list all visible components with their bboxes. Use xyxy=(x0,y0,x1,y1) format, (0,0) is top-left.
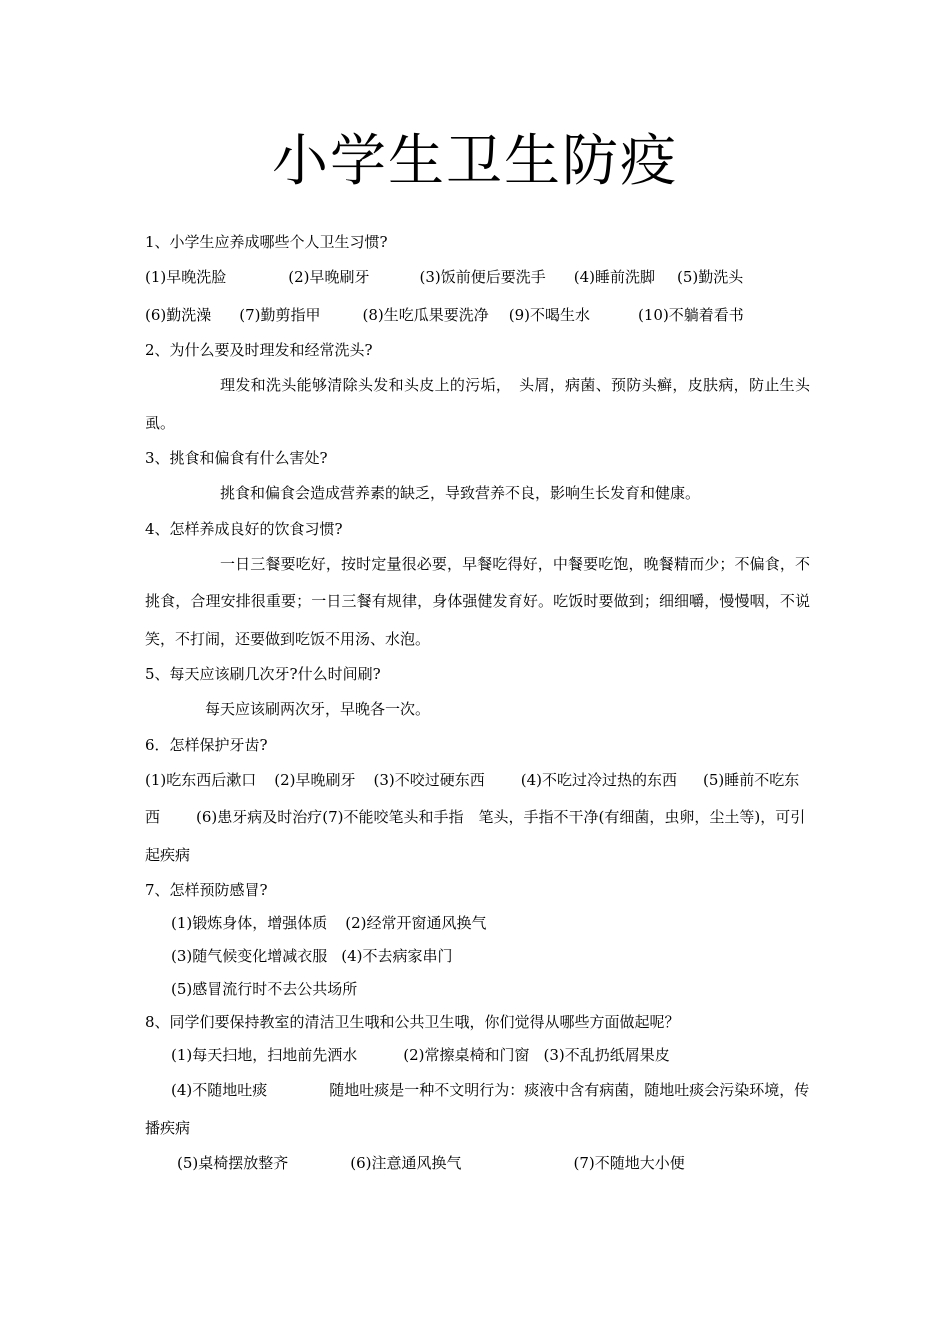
list-item: 随地吐痰是一种不文明行为：痰液中含有病菌，随地吐痰会污染环境，传播疾病 xyxy=(145,1081,810,1137)
answer-8-row-2 xyxy=(145,1072,810,1147)
answer-8-row-3 xyxy=(145,1147,810,1180)
question-7: 7、怎样预防感冒? xyxy=(145,881,268,899)
list-item: (10)不躺着看书 xyxy=(638,305,744,324)
list-item: (5)勤洗头 xyxy=(677,268,744,286)
answer-7-row-2 xyxy=(145,940,810,973)
list-item: (3)不咬过硬东西 xyxy=(373,770,485,789)
list-item: (3)不乱扔纸屑果皮 xyxy=(543,1046,670,1064)
answer-2: 理发和洗头能够清除头发和头皮上的污垢， 头屑，病菌、预防头癣，皮肤病，防止生头虱。 xyxy=(145,376,810,432)
list-item: (4)不吃过冷过热的东西 xyxy=(520,770,677,789)
list-item: (8)生吃瓜果要洗净 xyxy=(362,305,489,324)
list-item: (7)不能咬笔头和手指 笔头，手指不干净(有细菌，虫卵，尘土等)，可引起疾病 xyxy=(145,808,806,864)
question-1: 1、小学生应养成哪些个人卫生习惯? xyxy=(145,233,388,251)
question-4: 4、怎样养成良好的饮食习惯? xyxy=(145,519,343,538)
question-6: 6．怎样保护牙齿? xyxy=(145,735,268,754)
document-title: 小学生卫生防疫 xyxy=(272,129,678,194)
list-item: (5)睡前不吃东西 xyxy=(145,770,800,826)
list-item: (2)早晚刷牙 xyxy=(288,268,370,286)
list-item: (6)勤洗澡 xyxy=(145,305,212,324)
list-item: (2)经常开窗通风换气 xyxy=(345,914,487,932)
list-item: (6)患牙病及时治疗 xyxy=(196,808,323,826)
question-5: 5、每天应该刷几次牙?什么时间刷? xyxy=(145,665,381,683)
question-2: 2、为什么要及时理发和经常洗头? xyxy=(145,341,373,359)
list-item: (2)早晚刷牙 xyxy=(274,770,356,789)
answer-7-row-3 xyxy=(145,973,810,1006)
list-item: (4)睡前洗脚 xyxy=(573,268,655,286)
list-item: (5)桌椅摆放整齐 xyxy=(177,1154,289,1172)
list-item: (5)感冒流行时不去公共场所 xyxy=(171,980,358,998)
list-item: (2)常擦桌椅和门窗 xyxy=(403,1046,530,1064)
question-3: 3、挑食和偏食有什么害处? xyxy=(145,449,328,467)
answer-3: 挑食和偏食会造成营养素的缺乏，导致营养不良，影响生长发育和健康。 xyxy=(220,484,701,502)
list-item: (3)随气候变化增减衣服 xyxy=(171,947,328,965)
answer-5: 每天应该刷两次牙，早晚各一次。 xyxy=(205,700,431,718)
answer-7-row-1 xyxy=(145,907,810,940)
list-item: (4)不随地吐痰 xyxy=(171,1081,268,1099)
list-item: (6)注意通风换气 xyxy=(350,1154,462,1172)
answer-6 xyxy=(145,762,810,875)
list-item: (7)不随地大小便 xyxy=(573,1154,685,1172)
list-item: (1)每天扫地，扫地前先洒水 xyxy=(171,1046,358,1064)
document-body xyxy=(145,226,810,1180)
list-item: (1)吃东西后漱口 xyxy=(145,770,257,789)
answer-8-row-1 xyxy=(145,1039,810,1072)
list-item: (1)早晚洗脸 xyxy=(145,268,227,286)
question-8: 8、同学们要保持教室的清洁卫生哦和公共卫生哦，你们觉得从哪些方面做起呢？ xyxy=(145,1013,680,1031)
answer-4: 一日三餐要吃好，按时定量很必要，早餐吃得好，中餐要吃饱，晚餐精而少；不偏食，不挑食，合理安排很重要；一日三餐有规律，身体强健发育好。吃饭时要做到；细细嚼，慢慢咽，不说笑，不打闹，还要做到吃饭不用汤、水泡。 xyxy=(145,554,810,648)
list-item: (1)锻炼身体，增强体质 xyxy=(171,914,328,932)
list-item: (7)勤剪指甲 xyxy=(239,305,321,324)
answer-1 xyxy=(145,259,810,334)
list-item: (3)饭前便后要洗手 xyxy=(419,268,546,286)
list-item: (4)不去病家串门 xyxy=(341,947,453,965)
list-item: (9)不喝生水 xyxy=(508,305,590,324)
